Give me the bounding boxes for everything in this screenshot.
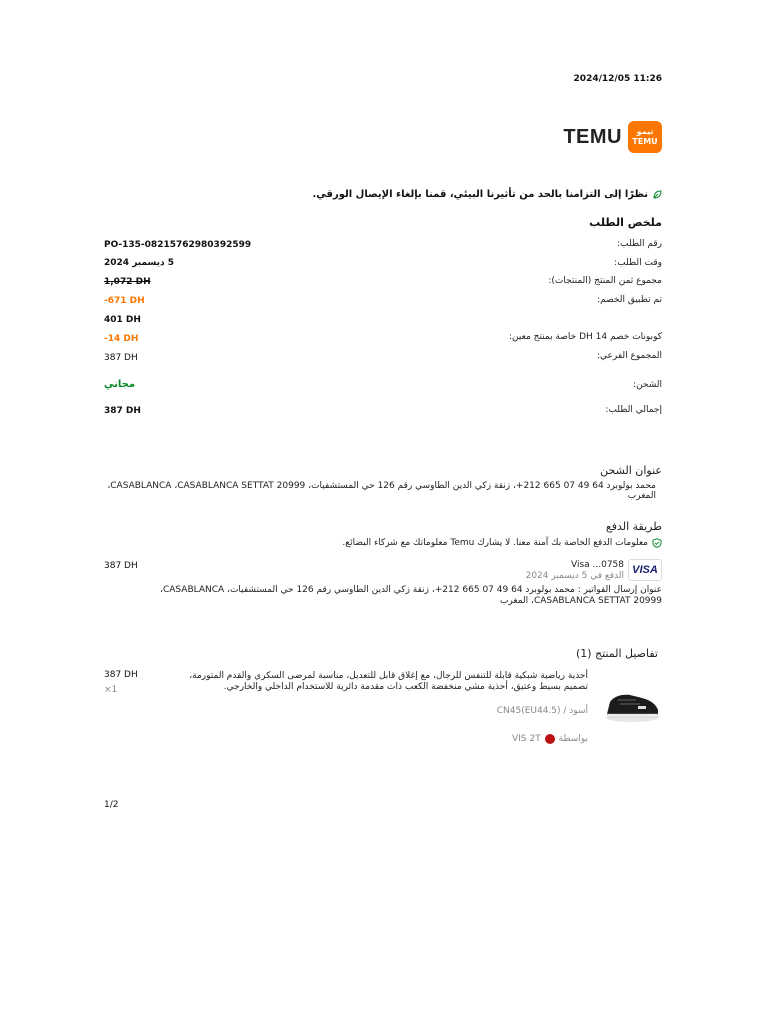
logo-badge-arabic: تيمو (636, 127, 654, 136)
items-total-label: مجموع ثمن المنتج (المنتجات): (548, 276, 662, 286)
order-time-label: وقت الطلب: (614, 258, 662, 268)
product-seller (512, 734, 588, 744)
product-variant: أسود / CN45(EU44.5) (496, 706, 588, 716)
shield-check-icon (652, 538, 662, 548)
seller-avatar-icon (545, 734, 555, 744)
billing-address-line2: CASABLANCA SETTAT 20999، المغرب (499, 596, 662, 606)
discount-amount: -671 DH (104, 296, 145, 306)
shipping-free: مجاني (104, 379, 136, 390)
paid-on-date: الدفع في 5 ديسمبر 2024 (525, 571, 624, 581)
payment-security-note (342, 538, 662, 548)
subtotal-label: المجموع الفرعي: (596, 351, 662, 361)
card-label: Visa ...0758 (570, 560, 624, 570)
product-image-shoe[interactable] (602, 670, 662, 730)
coupon-amount: -14 DH (104, 334, 139, 344)
leaf-icon (652, 190, 662, 200)
payment-security-text: معلومات الدفع الخاصة بك آمنة معنا. لا يشارك Temu معلوماتك مع شركاء البضائع. (342, 538, 648, 548)
items-total: 1,072 DH (104, 277, 151, 287)
logo-word: TEMU (563, 125, 622, 148)
coupon-label: كوبونات خصم DH 14 خاصة بمنتج معين: (509, 332, 662, 342)
shipping-address-text: محمد بولوبرد 64 49 07 665 212+، زنقة زكي الدين الطاوسي رقم 126 حي المستشفيات، CASABLANCA ،CASABLANCA SETTAT 20999، المغرب (107, 481, 656, 501)
temu-logo (563, 121, 662, 153)
product-qty: ×1 (104, 685, 118, 695)
billing-address-line1: عنوان إرسال الفواتير : محمد بولوبرد 64 49 07 665 212+، زنقة زكي الدين الطاوسي رقم 126 حي المستشفيات، CASABLANCA، (160, 585, 662, 595)
print-datetime: 2024/12/05 11:26 (573, 74, 662, 84)
grand-total-amount: 387 DH (104, 406, 141, 416)
page-number: 1/2 (104, 800, 119, 810)
logo-badge (628, 121, 662, 153)
shipping-address-title: عنوان الشحن (600, 464, 662, 477)
seller-name[interactable]: VIS 2T (511, 734, 541, 744)
seller-prefix: بواسطة (558, 734, 588, 744)
shoe-icon (602, 670, 662, 730)
eco-notice-text: نظرًا إلى التزامنا بالحد من تأثيرنا البيئي، قمنا بإلغاء الإيصال الورقي. (312, 189, 648, 200)
product-name[interactable]: أحذية رياضية شبكية قابلة للتنفس للرجال، مع إغلاق قابل للتعديل، مناسبة لمرضى السكري والقدم المتورمة، تصميم بسيط وعتيق، أحذية مشي منخفضة الكعب ذات مقدمة دائرية للاستخدام الداخلي والخارجي. (189, 671, 588, 692)
shipping-label: الشحن: (633, 380, 662, 390)
subtotal-amount: 387 DH (104, 353, 138, 363)
product-details-title: تفاصيل المنتج (1) (575, 647, 658, 660)
logo-badge-latin: TEMU (632, 137, 658, 146)
order-time: 5 ديسمبر 2024 (104, 258, 175, 268)
order-number: PO-135-08215762980392599 (104, 240, 252, 250)
payment-amount: 387 DH (104, 561, 138, 571)
payment-title: طريقة الدفع (605, 520, 662, 533)
eco-notice (312, 189, 662, 200)
product-price: 387 DH (104, 670, 138, 680)
discount-label: تم تطبيق الخصم: (597, 295, 662, 305)
grand-total-label: إجمالي الطلب: (605, 405, 662, 415)
summary-title: ملخص الطلب (589, 216, 662, 229)
visa-card-icon: VISA (628, 559, 662, 581)
order-number-label: رقم الطلب: (617, 239, 662, 249)
after-discount-amount: 401 DH (104, 315, 141, 325)
